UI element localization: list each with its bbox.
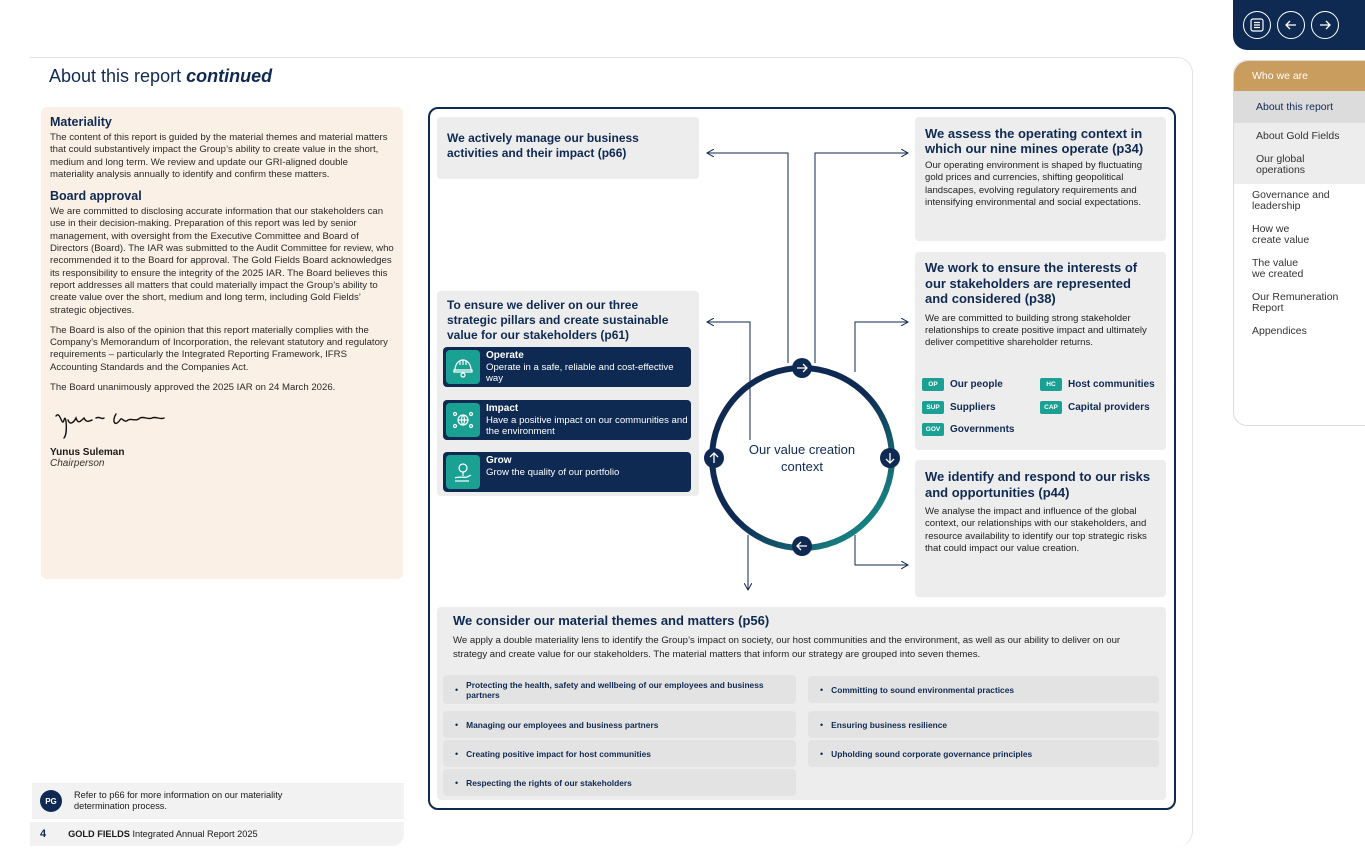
stakeholder-governments: GOV Governments — [922, 423, 1014, 436]
center-label: Our value creation context — [748, 442, 856, 474]
nav-item-about-this-report[interactable]: About this report — [1234, 91, 1365, 123]
materiality-body: The content of this report is guided by the material themes and material matters that could substantively impact the Group’s ability to create value in the short, medium and long term. We review and update our GRI-aligned double materiality analysis annually to identify and confirm these matters. — [50, 132, 388, 180]
list-icon — [1249, 17, 1265, 33]
ring-arrow-bottom — [792, 536, 812, 556]
nav-section-who-we-are[interactable]: Who we are — [1234, 61, 1365, 91]
hard-hat-icon — [446, 350, 480, 384]
stakeholder-capital-providers: CAP Capital providers — [1040, 401, 1150, 414]
signer-name: Yunus Suleman — [50, 447, 125, 459]
contents-button[interactable] — [1243, 11, 1271, 39]
footer-brand-line: GOLD FIELDS Integrated Annual Report 2025 — [68, 829, 258, 839]
nav-toolbar — [1233, 0, 1365, 50]
manage-activities-box — [437, 117, 699, 179]
page-number: 4 — [40, 828, 47, 840]
pillar-impact — [443, 400, 691, 440]
nav-item-value-we-created[interactable]: The value we created — [1252, 257, 1304, 280]
material-themes-body: We apply a double materiality lens to identify the Group’s impact on society, our host communities and the environment, as well as our ability to deliver on our strategy and create value for our stakeholders. The material matters that inform our strategy are grouped into seven themes. — [453, 635, 1121, 660]
operating-context-body: Our operating environment is shaped by fluctuating gold prices and currencies, shifting geopolitical landscapes, evolving regulatory requirements and intensifying environmental and social expectations. — [925, 160, 1143, 208]
pillar-operate-desc: Operate in a safe, reliable and cost-effective way — [486, 362, 674, 384]
nav-item-governance[interactable]: Governance and leadership — [1252, 189, 1330, 212]
nav-item-remuneration-report[interactable]: Our Remuneration Report — [1252, 291, 1339, 314]
theme-stakeholder-rights: • Respecting the rights of our stakeholders — [443, 769, 796, 796]
risks-body: We analyse the impact and influence of the global context, our relationships with our stakeholders, and resource availability to identify our top strategic risks that could impact our value creation. — [925, 506, 1147, 554]
stakeholders-body: We are committed to building strong stakeholder relationships to create positive impact and ultimately deliver competitive shareholder returns. — [925, 312, 1147, 349]
globe-people-icon — [446, 403, 480, 437]
pillar-grow-desc: Grow the quality of our portfolio — [486, 467, 620, 478]
board-approval-para-2: The Board is also of the opinion that this report materially complies with the Company’s Memorandum of Incorporation, the relevant statutory and regulatory requirements – particularly the Integrated Reporting Framework, IFRS Accounting Standards and the Companies Act. — [50, 324, 388, 373]
operating-context-heading: We assess the operating context in which our nine mines operate (p34) — [925, 126, 1144, 156]
ring-arrow-right — [880, 448, 900, 468]
pillar-grow — [443, 452, 691, 492]
risks-box — [915, 460, 1166, 597]
nav-item-how-we-create-value[interactable]: How we create value — [1252, 223, 1310, 246]
theme-host-communities: • Creating positive impact for host communities — [443, 740, 796, 767]
next-page-button[interactable] — [1311, 11, 1339, 39]
reference-text: Refer to p66 for more information on our materiality determination process. — [74, 790, 283, 811]
signer-role: Chairperson — [50, 458, 105, 470]
nav-item-global-operations[interactable]: Our global operations — [1256, 153, 1306, 176]
page-title: About this report continued — [49, 66, 273, 86]
board-approval-para-3: The Board unanimously approved the 2025 IAR on 24 March 2026. — [50, 382, 336, 394]
nav-item-appendices[interactable]: Appendices — [1252, 325, 1307, 337]
strategic-pillars-heading: To ensure we deliver on our three strategic pillars and create sustainable value for our stakeholders (p61) — [447, 298, 669, 342]
stakeholders-heading: We work to ensure the interests of our stakeholders are represented and considered (p38) — [925, 260, 1138, 306]
board-approval-heading: Board approval — [50, 189, 142, 204]
board-approval-para-1: We are committed to disclosing accurate information that our stakeholders can use in their decision-making. Preparation of this report was led by senior management, with oversight from the Executive Committee and Board of Directors (Board). The IAR was submitted to the Audit Committee for review, who recommended it to the Board for approval. The Gold Fields Board acknowledges its responsibility to ensure the integrity of the 2025 IAR. The Board believes this report addresses all matters that could materially impact the Group’s ability to create value over the short, medium and long term, including Gold Fields’ strategic objectives. — [50, 206, 394, 316]
nav-sub-block — [1234, 91, 1365, 184]
previous-page-button[interactable] — [1277, 11, 1305, 39]
material-themes-heading: We consider our material themes and matters (p56) — [453, 613, 770, 628]
section-nav — [1233, 60, 1365, 426]
stakeholder-host-communities: HC Host communities — [1040, 378, 1155, 391]
manage-activities-heading: We actively manage our business activities and their impact (p66) — [447, 131, 639, 160]
theme-governance: • Upholding sound corporate governance principles — [808, 740, 1159, 767]
pillar-operate-title: Operate — [486, 350, 524, 361]
arrow-left-icon — [1283, 17, 1299, 33]
pillar-impact-desc: Have a positive impact on our communities and the environment — [486, 415, 688, 437]
theme-employees: • Managing our employees and business partners — [443, 711, 796, 738]
stakeholder-suppliers: SUP Suppliers — [922, 401, 996, 414]
pillar-impact-title: Impact — [486, 403, 519, 414]
arrow-right-icon — [1317, 17, 1333, 33]
pillar-grow-title: Grow — [486, 455, 512, 466]
ring-arrow-left — [704, 448, 724, 468]
nav-item-about-gold-fields[interactable]: About Gold Fields — [1256, 130, 1340, 142]
stakeholder-our-people: OP Our people — [922, 378, 1003, 391]
theme-environmental-practices: • Committing to sound environmental practices — [808, 676, 1159, 703]
ring-arrow-top — [792, 358, 812, 378]
operating-context-box — [915, 117, 1166, 241]
stakeholders-box — [915, 252, 1166, 450]
theme-health-safety: • Protecting the health, safety and wellbeing of our employees and business partners — [443, 675, 796, 704]
pillar-operate — [443, 347, 691, 387]
pg-badge: PG — [40, 790, 62, 812]
theme-business-resilience: • Ensuring business resilience — [808, 711, 1159, 738]
plant-hand-icon — [446, 455, 480, 489]
materiality-heading: Materiality — [50, 115, 112, 129]
risks-heading: We identify and respond to our risks and opportunities (p44) — [925, 469, 1151, 500]
